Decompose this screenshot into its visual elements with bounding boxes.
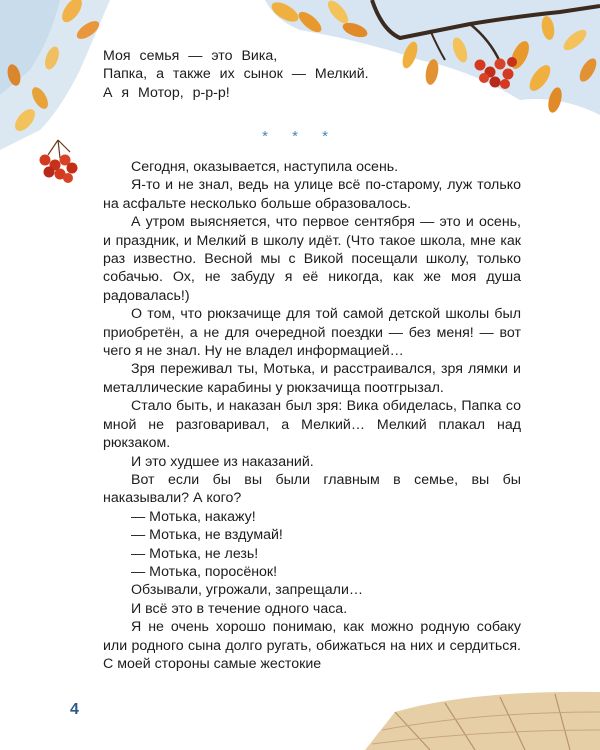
dialogue-line: — Мотька, не лезь! (131, 545, 259, 562)
prose-block (103, 158, 521, 673)
paragraph: Я не очень хорошо понимаю, как можно родную собаку или родного сына долго ругать, обижаться на них и сердиться. С моей стороны самые жестокие (103, 619, 521, 672)
paragraph: И всё это в течение одного часа. (131, 600, 348, 617)
paragraph: Сегодня, оказывается, наступила осень. (131, 159, 399, 175)
dialogue-line: — Мотька, накажу! (131, 508, 256, 525)
paragraph: Зря переживал ты, Мотька, и расстраивался, зря лямки и металлические карабины у рюкзачища поотгрызал. (103, 361, 521, 396)
dialogue-line: — Мотька, не вздумай! (131, 527, 283, 544)
verse-block (103, 47, 521, 102)
verse-line: Папка, а также их сынок — Мелкий. (103, 66, 369, 83)
verse-line: Моя семья — это Вика, (103, 48, 278, 64)
paragraph: Я-то и не знал, ведь на улице всё по-старому, луж только на асфальте несколько больше образовалось. (103, 177, 521, 212)
paragraph: А утром выясняется, что первое сентября — это и осень, и праздник, и Мелкий в школу идёт. (Что такое школа, мне как раз известно. Весной мы с Викой посещали школу, только собачью. Ох, не забуду я её никогда, как же моя душа радовалась!) (103, 214, 521, 304)
paragraph: Вот если бы вы были главным в семье, вы бы наказывали? А кого? (103, 471, 521, 507)
dialogue-line: — Мотька, поросёнок! (131, 563, 278, 580)
berries-left (40, 140, 78, 183)
verse-line: А я Мотор, р-р-р! (103, 84, 230, 101)
paragraph: Обзывали, угрожали, запрещали… (131, 582, 364, 599)
paving-stones (365, 692, 600, 750)
paragraph: И это худшее из наказаний. (131, 453, 314, 470)
section-separator: * * * (262, 128, 338, 145)
paragraph: О том, что рюкзачище для той самой детской школы был приобретён, а не для очередной поездки — без меня! — вот чего я не знал. Ну не владел информацией… (103, 306, 521, 360)
page-number: 4 (70, 701, 79, 718)
paragraph: Стало быть, и наказан был зря: Вика обиделась, Папка со мной не разговаривал, а Мелкий… Мелкий плакал над рюкзаком. (103, 398, 521, 452)
